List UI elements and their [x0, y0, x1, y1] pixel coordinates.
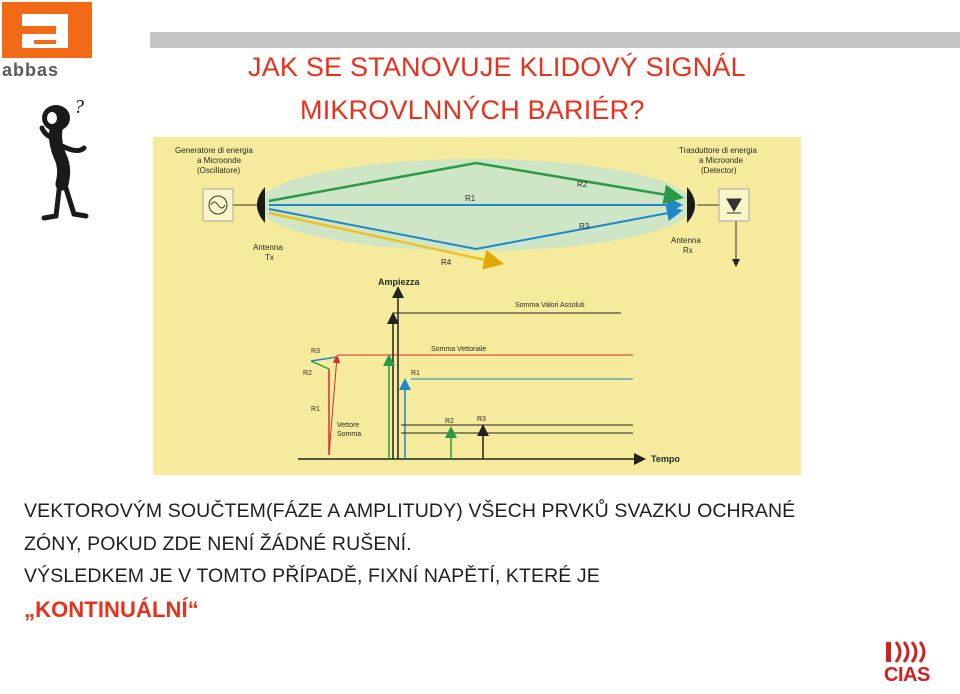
rx-label-1: Trasduttore di energia — [679, 146, 757, 155]
antenna-tx-label-2: Tx — [265, 253, 274, 262]
antenna-rx-label-1: Antenna — [671, 236, 701, 245]
microwave-barrier-diagram — [153, 137, 801, 475]
cias-logo — [884, 638, 944, 690]
vettore-label-1: Vettore — [337, 422, 360, 429]
vector-r3-label: R3 — [311, 348, 320, 355]
diagram-svg — [153, 137, 801, 475]
vector-r2-label: R2 — [303, 370, 312, 377]
page-title-line1: JAK SE STANOVUJE KLIDOVÝ SIGNÁL — [248, 52, 746, 82]
y-axis-label: Ampiezza — [378, 277, 420, 287]
bar-r1-label: R1 — [411, 370, 420, 377]
question-mark: ? — [74, 96, 84, 118]
vettore-label-2: Somma — [337, 431, 362, 438]
ray-r3-label: R3 — [579, 222, 590, 231]
page-title-line2: MIKROVLNNÝCH BARIÉR? — [300, 95, 645, 125]
ray-r2-label: R2 — [577, 180, 588, 189]
bar-r3-label: R3 — [477, 416, 486, 423]
tx-label-3: (Oscillatore) — [197, 166, 241, 175]
bar-r2-label: R2 — [445, 418, 454, 425]
body-text-highlight: „KONTINUÁLNÍ“ — [24, 597, 199, 622]
body-text-line1: VEKTOROVÝM SOUČTEM(FÁZE A AMPLITUDY) VŠECH PRVKŮ SVAZKU OCHRANÉ — [24, 500, 796, 522]
body-text-line2: ZÓNY, POKUD ZDE NENÍ ŽÁDNÉ RUŠENÍ. — [24, 533, 412, 555]
abbas-logo — [0, 0, 96, 82]
x-axis-label: Tempo — [651, 454, 680, 464]
tx-label-2: a Microonde — [197, 156, 242, 165]
rx-label-3: (Detector) — [701, 166, 737, 175]
tx-antenna — [257, 187, 265, 223]
header-bar — [150, 32, 960, 48]
sum-abs-label: Somma Valori Assoluti — [515, 302, 585, 309]
rx-label-2: a Microonde — [699, 156, 744, 165]
ray-r1-label: R1 — [465, 194, 476, 203]
thinking-figure — [30, 98, 100, 223]
cias-logo-text: CIAS — [884, 664, 930, 686]
ray-r4-label: R4 — [441, 258, 452, 267]
vector-sum — [329, 357, 337, 455]
rx-antenna — [687, 187, 695, 223]
antenna-tx-label-1: Antenna — [253, 243, 283, 252]
body-text-line3: VÝSLEDKEM JE V TOMTO PŘÍPADĚ, FIXNÍ NAPĚTÍ, KTERÉ JE — [24, 565, 600, 587]
sum-vec-label: Somma Vettoriale — [431, 346, 487, 353]
vector-r1-label: R1 — [311, 406, 320, 413]
vector-r3 — [311, 357, 337, 361]
tx-label-1: Generatore di energia — [175, 146, 253, 155]
vector-r2 — [311, 361, 329, 369]
abbas-logo-text: abbas — [2, 60, 60, 80]
antenna-rx-label-2: Rx — [683, 246, 693, 255]
